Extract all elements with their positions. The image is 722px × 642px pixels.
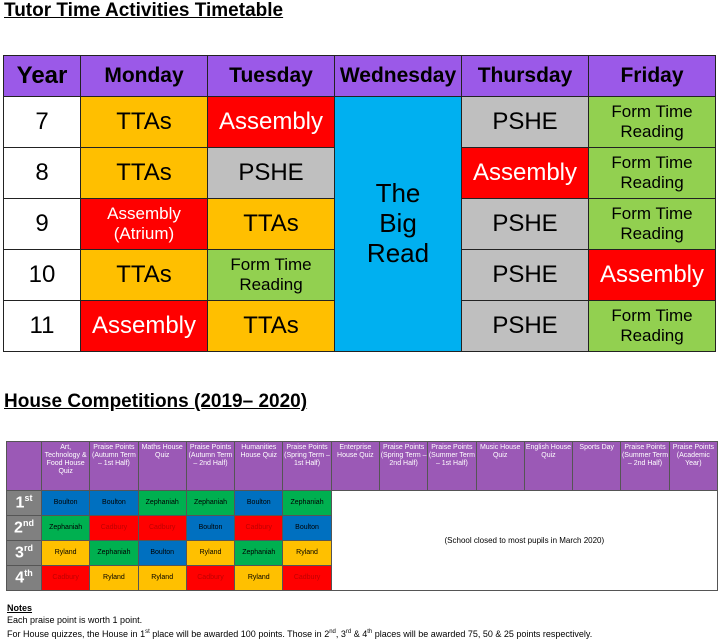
- tuesday-cell: TTAs: [208, 301, 335, 352]
- house-result-cell: Zephaniah: [42, 516, 90, 541]
- year-cell: 9: [4, 199, 81, 250]
- tuesday-cell: Assembly: [208, 97, 335, 148]
- header-year: Year: [4, 56, 81, 97]
- thursday-cell: Assembly: [462, 148, 589, 199]
- house-competitions-table: [6, 441, 718, 591]
- thursday-cell: PSHE: [462, 250, 589, 301]
- tuesday-cell: TTAs: [208, 199, 335, 250]
- house-result-cell: Zephaniah: [235, 541, 283, 566]
- monday-cell: TTAs: [81, 148, 208, 199]
- house-result-cell: Cadbury: [42, 566, 90, 591]
- notes-line-praise: Each praise point is worth 1 point.: [7, 615, 143, 625]
- competition-header: Praise Points (Academic Year): [669, 442, 717, 491]
- competition-header: Praise Points (Summer Term – 1st Half): [428, 442, 476, 491]
- house-result-cell: Boulton: [138, 541, 186, 566]
- house-competitions-title: House Competitions (2019– 2020): [4, 391, 308, 412]
- friday-cell: Form Time Reading: [589, 148, 716, 199]
- monday-cell: TTAs: [81, 97, 208, 148]
- year-cell: 10: [4, 250, 81, 301]
- wednesday-big-read-cell: The Big Read: [335, 97, 462, 352]
- tuesday-cell: Form Time Reading: [208, 250, 335, 301]
- friday-cell: Assembly: [589, 250, 716, 301]
- header-wednesday: Wednesday: [335, 56, 462, 97]
- corner-cell: [7, 442, 42, 491]
- house-result-cell: Zephaniah: [283, 491, 331, 516]
- house-result-cell: Ryland: [138, 566, 186, 591]
- tutor-time-timetable: [3, 55, 716, 352]
- year-cell: 8: [4, 148, 81, 199]
- thursday-cell: PSHE: [462, 199, 589, 250]
- competition-header: Sports Day: [573, 442, 621, 491]
- house-result-cell: Boulton: [90, 491, 138, 516]
- house-result-cell: Boulton: [42, 491, 90, 516]
- position-label: 4th: [7, 566, 42, 591]
- header-thursday: Thursday: [462, 56, 589, 97]
- competition-header: Praise Points (Autumn Term – 1st Half): [90, 442, 138, 491]
- house-result-cell: Boulton: [283, 516, 331, 541]
- year-cell: 11: [4, 301, 81, 352]
- house-result-cell: Zephaniah: [90, 541, 138, 566]
- house-result-cell: Cadbury: [90, 516, 138, 541]
- header-tuesday: Tuesday: [208, 56, 335, 97]
- competition-header: Music House Quiz: [476, 442, 524, 491]
- house-result-cell: Cadbury: [186, 566, 234, 591]
- competition-header: Humanities House Quiz: [235, 442, 283, 491]
- friday-cell: Form Time Reading: [589, 199, 716, 250]
- year-cell: 7: [4, 97, 81, 148]
- house-result-cell: Boulton: [235, 491, 283, 516]
- competition-header: Praise Points (Summer Term – 2nd Half): [621, 442, 669, 491]
- position-label: 2nd: [7, 516, 42, 541]
- competition-header: Praise Points (Autumn Term – 2nd Half): [186, 442, 234, 491]
- competition-header: Enterprise House Quiz: [331, 442, 379, 491]
- monday-cell: Assembly: [81, 301, 208, 352]
- timetable-row: [4, 97, 716, 148]
- house-result-cell: Ryland: [283, 541, 331, 566]
- notes-line-quizzes: For House quizzes, the House in 1st place will be awarded 100 points. Those in 2nd, 3rd & 4th places will be awarded 75, 50 & 25 points respectively.: [7, 629, 593, 639]
- competition-header: Praise Points (Spring Term – 1st Half): [283, 442, 331, 491]
- competition-header: English House Quiz: [524, 442, 572, 491]
- position-label: 3rd: [7, 541, 42, 566]
- monday-cell: TTAs: [81, 250, 208, 301]
- position-row: [7, 491, 718, 516]
- notes-section: [7, 602, 592, 640]
- house-result-cell: Cadbury: [235, 516, 283, 541]
- competition-header: Maths House Quiz: [138, 442, 186, 491]
- monday-cell: Assembly (Atrium): [81, 199, 208, 250]
- house-result-cell: Ryland: [42, 541, 90, 566]
- house-result-cell: Cadbury: [138, 516, 186, 541]
- school-closed-note: (School closed to most pupils in March 2020): [331, 491, 717, 591]
- house-result-cell: Zephaniah: [186, 491, 234, 516]
- timetable-title: Tutor Time Activities Timetable: [4, 0, 284, 21]
- competition-header: Praise Points (Spring Term – 2nd Half): [379, 442, 427, 491]
- competition-header: Art, Technology & Food House Quiz: [42, 442, 90, 491]
- friday-cell: Form Time Reading: [589, 97, 716, 148]
- house-result-cell: Ryland: [90, 566, 138, 591]
- house-result-cell: Boulton: [186, 516, 234, 541]
- tuesday-cell: PSHE: [208, 148, 335, 199]
- thursday-cell: PSHE: [462, 301, 589, 352]
- house-header-row: [7, 442, 718, 491]
- header-friday: Friday: [589, 56, 716, 97]
- house-result-cell: Cadbury: [283, 566, 331, 591]
- notes-heading: Notes: [7, 603, 33, 613]
- house-result-cell: Zephaniah: [138, 491, 186, 516]
- header-monday: Monday: [81, 56, 208, 97]
- timetable-header-row: [4, 56, 716, 97]
- house-result-cell: Ryland: [235, 566, 283, 591]
- friday-cell: Form Time Reading: [589, 301, 716, 352]
- position-label: 1st: [7, 491, 42, 516]
- thursday-cell: PSHE: [462, 97, 589, 148]
- house-result-cell: Ryland: [186, 541, 234, 566]
